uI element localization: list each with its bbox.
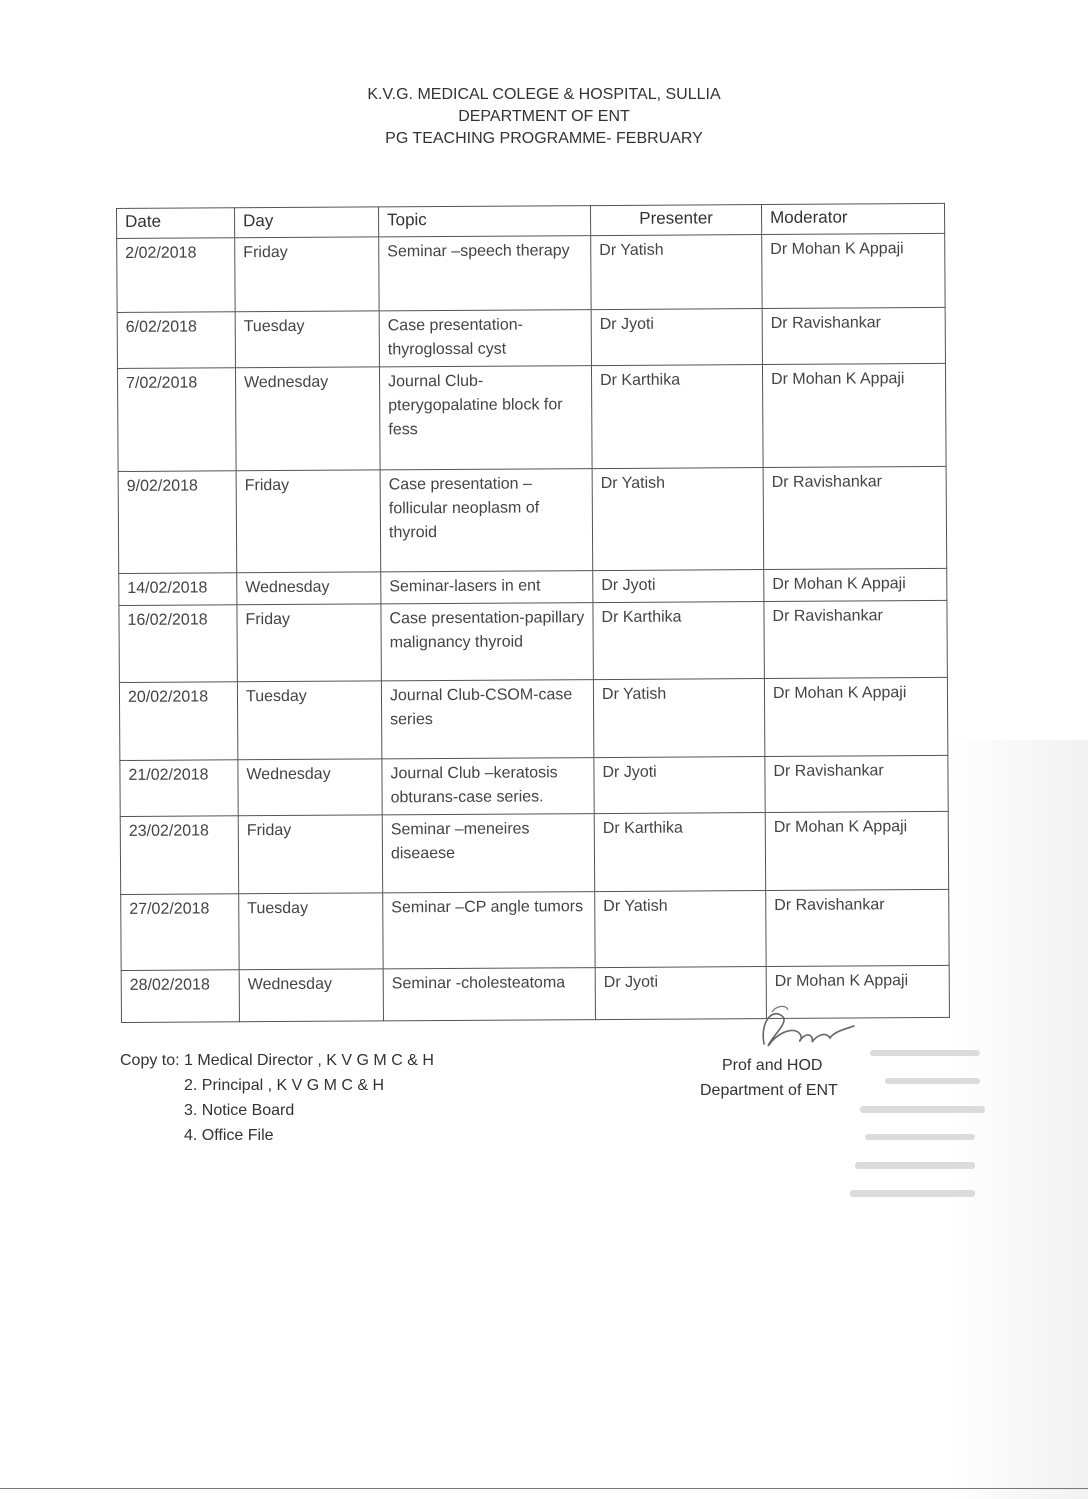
table-row <box>117 307 945 368</box>
day-cell: Friday <box>238 815 382 894</box>
scan-shadow <box>948 740 1088 1499</box>
copy-to-item: 2. Principal , K V G M C & H <box>184 1077 385 1094</box>
day-cell: Wednesday <box>237 572 381 605</box>
copy-to-item: Copy to: 1 Medical Director , K V G M C & H <box>120 1052 434 1069</box>
date-cell: 23/02/2018 <box>120 816 238 895</box>
moderator-cell: Dr Mohan K Appaji <box>765 811 948 890</box>
copy-to-list <box>120 1048 434 1148</box>
column-header-presenter: Presenter <box>590 205 761 236</box>
date-cell: 16/02/2018 <box>119 605 237 683</box>
topic-cell: Case presentation – follicular neoplasm of thyroid <box>380 469 593 572</box>
topic-cell: Journal Club-pterygopalatine block for fess <box>379 366 592 470</box>
date-cell: 14/02/2018 <box>119 573 237 606</box>
date-cell: 28/02/2018 <box>121 970 239 1023</box>
table-row <box>120 811 948 894</box>
moderator-cell: Dr Ravishankar <box>762 307 945 364</box>
table-row <box>117 363 946 471</box>
date-cell: 27/02/2018 <box>121 894 239 971</box>
topic-cell: Case presentation-thyroglossal cyst <box>379 310 591 367</box>
day-cell: Tuesday <box>237 681 381 760</box>
topic-cell: Journal Club-CSOM-case series <box>381 680 593 759</box>
presenter-cell: Dr Yatish <box>595 891 766 968</box>
table-row <box>120 755 948 816</box>
signatory-department: Department of ENT <box>700 1082 838 1099</box>
moderator-cell: Dr Ravishankar <box>764 600 947 678</box>
presenter-cell: Dr Jyoti <box>593 570 764 603</box>
topic-cell: Case presentation-papillary malignancy thyroid <box>381 603 593 681</box>
copy-to-item: 3. Notice Board <box>184 1102 295 1119</box>
table-row <box>121 889 949 970</box>
table-row <box>117 233 945 312</box>
topic-cell: Seminar-lasers in ent <box>381 571 593 604</box>
presenter-cell: Dr Jyoti <box>594 757 765 814</box>
day-cell: Wednesday <box>238 759 382 816</box>
teaching-schedule-table <box>116 203 950 1023</box>
topic-cell: Seminar –meneires diseaese <box>382 814 594 893</box>
date-cell: 6/02/2018 <box>117 312 235 369</box>
column-header-topic: Topic <box>378 206 590 237</box>
day-cell: Friday <box>236 470 381 573</box>
moderator-cell: Dr Mohan K Appaji <box>766 965 949 1018</box>
table-row <box>118 466 947 573</box>
day-cell: Tuesday <box>235 311 379 368</box>
date-cell: 2/02/2018 <box>117 238 235 313</box>
signatory-block <box>700 1053 838 1103</box>
table-row <box>119 568 947 605</box>
table-row <box>119 677 947 760</box>
presenter-cell: Dr Jyoti <box>591 309 762 366</box>
column-header-date: Date <box>117 208 235 239</box>
signatory-title: Prof and HOD <box>722 1057 823 1074</box>
page-bottom-edge <box>0 1488 1088 1489</box>
presenter-cell: Dr Karthika <box>593 602 764 680</box>
topic-cell: Seminar –CP angle tumors <box>383 892 595 969</box>
date-cell: 20/02/2018 <box>119 682 237 761</box>
moderator-cell: Dr Mohan K Appaji <box>762 363 946 467</box>
day-cell: Tuesday <box>239 893 383 970</box>
topic-cell: Seminar –speech therapy <box>379 236 591 311</box>
moderator-cell: Dr Ravishankar <box>763 466 947 569</box>
presenter-cell: Dr Yatish <box>591 235 762 310</box>
presenter-cell: Dr Yatish <box>593 679 764 758</box>
day-cell: Wednesday <box>235 367 380 471</box>
column-header-moderator: Moderator <box>761 203 944 234</box>
document-header <box>0 84 1088 150</box>
presenter-cell: Dr Karthika <box>591 365 763 469</box>
presenter-cell: Dr Jyoti <box>595 967 766 1020</box>
topic-cell: Seminar -cholesteatoma <box>383 968 595 1021</box>
table-row <box>119 600 947 682</box>
department-name: DEPARTMENT OF ENT <box>458 108 630 125</box>
date-cell: 7/02/2018 <box>117 368 236 472</box>
moderator-cell: Dr Mohan K Appaji <box>762 233 945 308</box>
date-cell: 21/02/2018 <box>120 760 238 817</box>
copy-to-item: 4. Office File <box>184 1127 274 1144</box>
moderator-cell: Dr Ravishankar <box>766 889 949 966</box>
day-cell: Friday <box>235 237 379 312</box>
moderator-cell: Dr Mohan K Appaji <box>764 677 947 756</box>
presenter-cell: Dr Yatish <box>592 468 764 571</box>
day-cell: Wednesday <box>239 969 383 1022</box>
programme-title: PG TEACHING PROGRAMME- FEBRUARY <box>385 130 703 147</box>
moderator-cell: Dr Mohan K Appaji <box>764 568 947 601</box>
college-name: K.V.G. MEDICAL COLEGE & HOSPITAL, SULLIA <box>367 86 721 103</box>
day-cell: Friday <box>237 604 381 682</box>
moderator-cell: Dr Ravishankar <box>765 755 948 812</box>
topic-cell: Journal Club –keratosis obturans-case series. <box>382 758 594 815</box>
column-header-day: Day <box>235 207 379 238</box>
date-cell: 9/02/2018 <box>118 471 237 574</box>
presenter-cell: Dr Karthika <box>594 813 765 892</box>
